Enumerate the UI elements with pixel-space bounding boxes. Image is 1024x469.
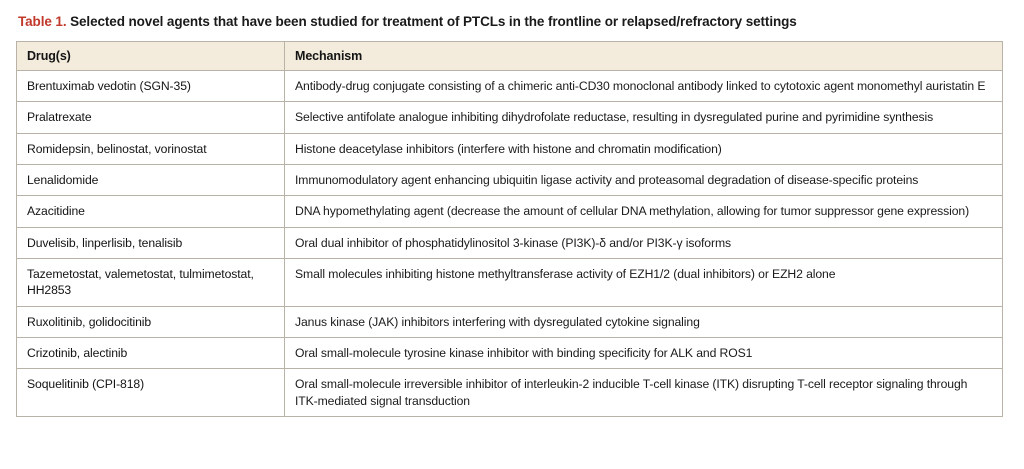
cell-drug: Pralatrexate [17, 102, 285, 133]
table-header [17, 41, 1003, 70]
table-caption-label: Table 1. [18, 14, 67, 29]
table-row [17, 306, 1003, 337]
cell-drug: Tazemetostat, valemetostat, tulmimetostat, HH2853 [17, 258, 285, 306]
table-row [17, 337, 1003, 368]
column-header-mechanism: Mechanism [285, 41, 1003, 70]
table-body [17, 70, 1003, 416]
cell-drug: Duvelisib, linperlisib, tenalisib [17, 227, 285, 258]
cell-mechanism: Immunomodulatory agent enhancing ubiquitin ligase activity and proteasomal degradation of disease-specific proteins [285, 164, 1003, 195]
cell-mechanism: Antibody-drug conjugate consisting of a chimeric anti-CD30 monoclonal antibody linked to cytotoxic agent monomethyl auristatin E [285, 70, 1003, 101]
cell-mechanism: Small molecules inhibiting histone methyltransferase activity of EZH1/2 (dual inhibitors) or EZH2 alone [285, 258, 1003, 306]
table-row [17, 133, 1003, 164]
cell-mechanism: Oral small-molecule irreversible inhibitor of interleukin-2 inducible T-cell kinase (ITK) disrupting T-cell receptor signaling through ITK-mediated signal transduction [285, 369, 1003, 417]
table-row [17, 227, 1003, 258]
column-header-drugs: Drug(s) [17, 41, 285, 70]
cell-mechanism: DNA hypomethylating agent (decrease the amount of cellular DNA methylation, allowing for tumor suppressor gene expression) [285, 196, 1003, 227]
novel-agents-table [16, 41, 1003, 417]
table-caption-text: Selected novel agents that have been studied for treatment of PTCLs in the frontline or relapsed/refractory settings [70, 14, 797, 29]
cell-drug: Romidepsin, belinostat, vorinostat [17, 133, 285, 164]
table-row [17, 196, 1003, 227]
cell-drug: Lenalidomide [17, 164, 285, 195]
cell-mechanism: Oral dual inhibitor of phosphatidylinositol 3-kinase (PI3K)-δ and/or PI3K-γ isoforms [285, 227, 1003, 258]
table-row [17, 70, 1003, 101]
table-row [17, 102, 1003, 133]
cell-drug: Crizotinib, alectinib [17, 337, 285, 368]
table-caption [18, 14, 1008, 31]
cell-mechanism: Selective antifolate analogue inhibiting dihydrofolate reductase, resulting in dysregulated purine and pyrimidine synthesis [285, 102, 1003, 133]
cell-drug: Soquelitinib (CPI-818) [17, 369, 285, 417]
table-row [17, 164, 1003, 195]
cell-drug: Azacitidine [17, 196, 285, 227]
table-row [17, 258, 1003, 306]
cell-mechanism: Janus kinase (JAK) inhibitors interfering with dysregulated cytokine signaling [285, 306, 1003, 337]
cell-drug: Brentuximab vedotin (SGN-35) [17, 70, 285, 101]
cell-drug: Ruxolitinib, golidocitinib [17, 306, 285, 337]
table-row [17, 369, 1003, 417]
table-header-row [17, 41, 1003, 70]
cell-mechanism: Histone deacetylase inhibitors (interfere with histone and chromatin modification) [285, 133, 1003, 164]
cell-mechanism: Oral small-molecule tyrosine kinase inhibitor with binding specificity for ALK and ROS1 [285, 337, 1003, 368]
